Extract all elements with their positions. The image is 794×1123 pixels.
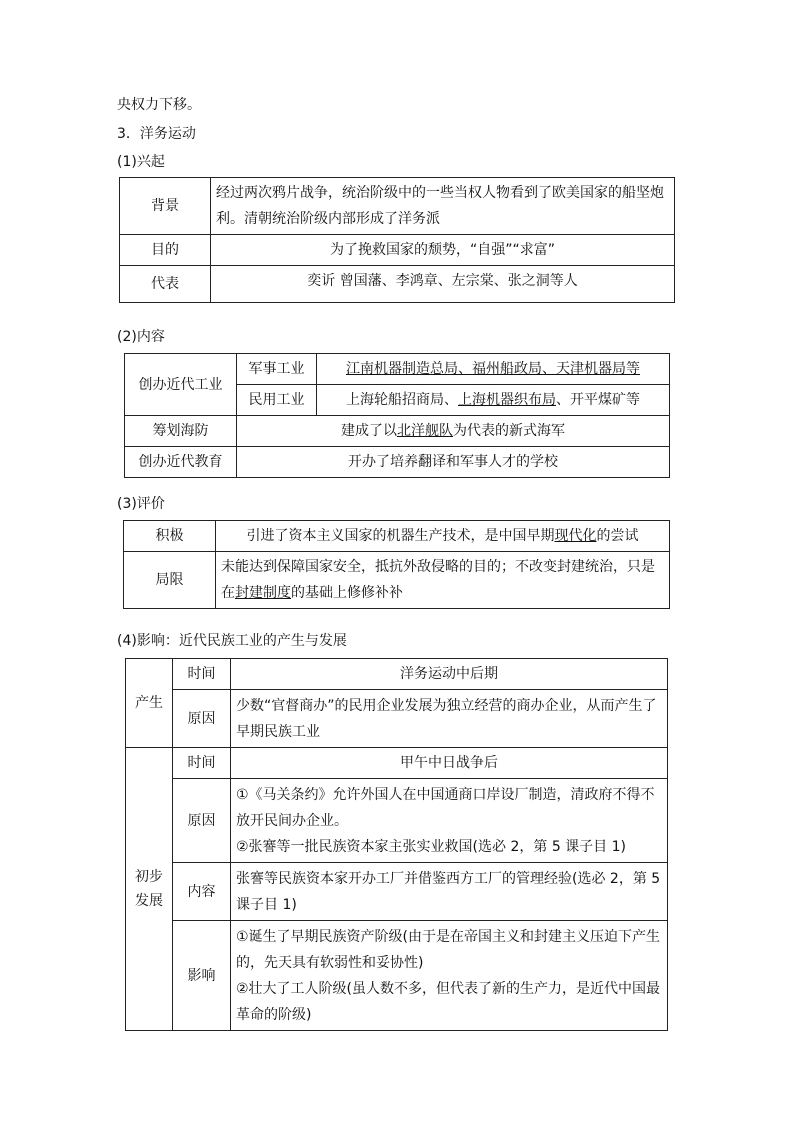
table-row [126, 659, 668, 690]
table-row [126, 690, 668, 748]
intro-text-tail: 央权力下移。 [117, 97, 201, 113]
navy-content: 建成了以北洋舰队为代表的新式海军 [237, 416, 670, 447]
evaluation-table [123, 520, 670, 609]
civil-industry-content: 上海轮船招商局、上海机器织布局、开平煤矿等 [317, 385, 670, 416]
content-heading: (2)内容 [117, 329, 165, 345]
evaluation-heading: (3)评价 [117, 496, 165, 512]
table-row [125, 354, 670, 385]
table-row [126, 863, 668, 921]
development-time-label: 时间 [173, 748, 231, 779]
birth-time: 洋务运动中后期 [231, 659, 668, 690]
table-row [124, 552, 670, 609]
development-content: 张謇等民族资本家开办工厂并借鉴西方工厂的管理经验(选必 2，第 5 课子目 1) [231, 863, 668, 921]
development-impact-item: ①诞生了早期民族资产阶级(由于是在帝国主义和封建主义压迫下产生的，先天具有软弱性和妥协性) [236, 928, 661, 971]
table-row [124, 521, 670, 552]
development-cause-item: ②张謇等一批民族资本家主张实业救国(选必 2，第 5 课子目 1) [236, 838, 626, 855]
development-cause [231, 779, 668, 863]
table-row [126, 921, 668, 1031]
table-row [120, 266, 675, 303]
rise-label-representatives: 代表 [120, 266, 211, 303]
development-impact-label: 影响 [173, 921, 231, 1031]
rise-table [119, 177, 675, 303]
limitation-label: 局限 [124, 552, 216, 609]
limitation-content: 未能达到保障国家安全，抵抗外敌侵略的目的；不改变封建统治，只是在封建制度的基础上修修补补 [216, 552, 670, 609]
navy-label: 筹划海防 [125, 416, 237, 447]
military-industry-label: 军事工业 [237, 354, 317, 385]
education-label: 创办近代教育 [125, 447, 237, 478]
birth-time-label: 时间 [173, 659, 231, 690]
rise-label-goal: 目的 [120, 235, 211, 266]
rise-content-goal: 为了挽救国家的颓势，“自强”“求富” [211, 235, 675, 266]
development-impact-item: ②壮大了工人阶级(虽人数不多，但代表了新的生产力，是近代中国最革命的阶级) [236, 980, 661, 1023]
education-content: 开办了培养翻译和军事人才的学校 [237, 447, 670, 478]
rise-content-background: 经过两次鸦片战争，统治阶级中的一些当权人物看到了欧美国家的船坚炮利。清朝统治阶级内部形成了洋务派 [211, 178, 675, 235]
positive-label: 积极 [124, 521, 216, 552]
influence-table [125, 658, 668, 1031]
development-impact [231, 921, 668, 1031]
development-cause-item: ①《马关条约》允许外国人在中国通商口岸设厂制造，清政府不得不放开民间办企业。 [236, 786, 655, 829]
birth-label: 产生 [126, 659, 173, 748]
section-title: 3．洋务运动 [117, 126, 196, 142]
rise-heading: (1)兴起 [117, 154, 165, 170]
table-row [125, 447, 670, 478]
development-content-label: 内容 [173, 863, 231, 921]
birth-cause-label: 原因 [173, 690, 231, 748]
table-row [120, 178, 675, 235]
development-label: 初步发展 [126, 748, 173, 1031]
industry-label: 创办近代工业 [125, 354, 237, 416]
birth-cause: 少数“官督商办”的民用企业发展为独立经营的商办企业，从而产生了早期民族工业 [231, 690, 668, 748]
table-row [120, 235, 675, 266]
table-row [126, 779, 668, 863]
table-row [126, 748, 668, 779]
rise-content-representatives: 奕䜣 曾国藩、李鸿章、左宗棠、张之洞等人 [211, 266, 675, 303]
rise-label-background: 背景 [120, 178, 211, 235]
influence-heading: (4)影响：近代民族工业的产生与发展 [117, 633, 347, 649]
military-industry-content: 江南机器制造总局、福州船政局、天津机器局等 [317, 354, 670, 385]
civil-industry-label: 民用工业 [237, 385, 317, 416]
development-time: 甲午中日战争后 [231, 748, 668, 779]
table-row [125, 416, 670, 447]
content-table [124, 353, 670, 478]
positive-content: 引进了资本主义国家的机器生产技术，是中国早期现代化的尝试 [216, 521, 670, 552]
development-cause-label: 原因 [173, 779, 231, 863]
